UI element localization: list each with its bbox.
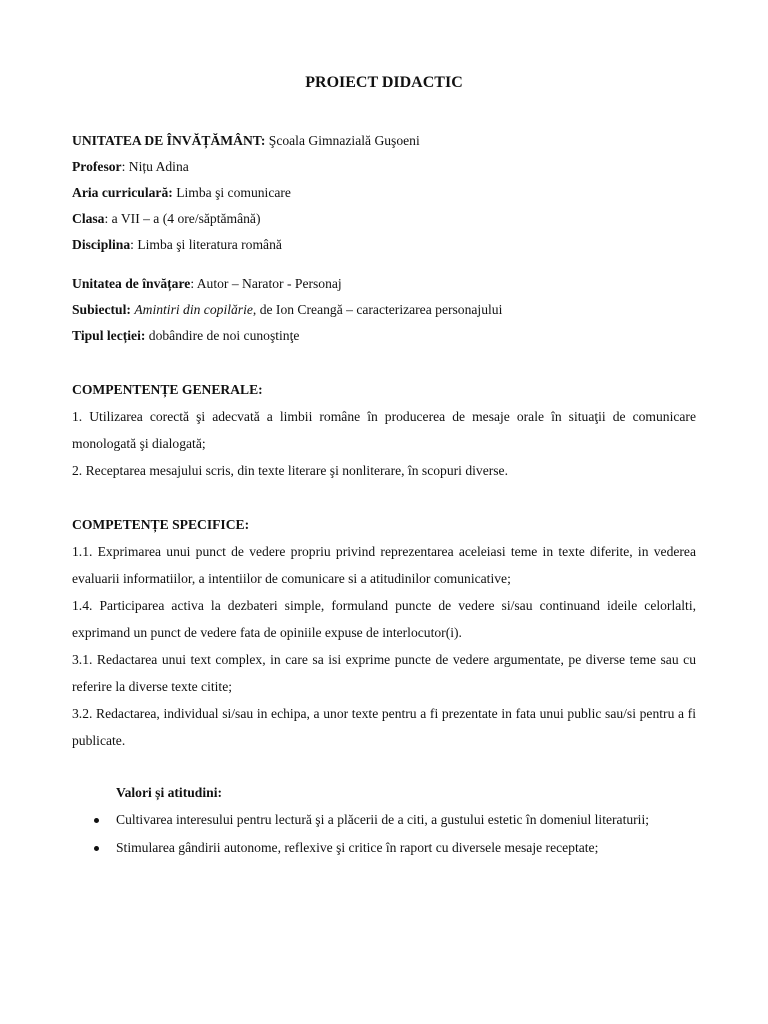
subject-title: Amintiri din copilărie	[134, 302, 253, 317]
class-line	[72, 206, 696, 232]
teacher-value: : Nițu Adina	[121, 159, 189, 174]
learning-unit-line	[72, 271, 696, 297]
list-item	[72, 807, 696, 833]
lesson-type-label: Tipul lecției:	[72, 328, 146, 343]
specific-competence-item: 1.4. Participarea activa la dezbateri simple, formuland puncte de vedere si/sau continuand ideile celorlalti, exprimand un punct de vedere fata de opiniile expuse de interlocutor(i).	[72, 598, 696, 640]
lesson-type-line	[72, 323, 696, 349]
general-competences-section	[72, 377, 696, 484]
specific-competences-heading: COMPETENȚE SPECIFICE:	[72, 517, 250, 532]
list-item-text: Cultivarea interesului pentru lectură şi a plăcerii de a citi, a gustului estetic în domeniul literaturii;	[116, 812, 650, 827]
values-heading: Valori și atitudini:	[116, 785, 223, 800]
specific-competences-section	[72, 512, 696, 754]
discipline-value: : Limba şi literatura română	[130, 237, 282, 252]
lesson-type-value: dobândire de noi cunoştinţe	[145, 328, 300, 343]
curricular-area-line	[72, 180, 696, 206]
school-label: UNITATEA DE ÎNVĂȚĂMÂNT:	[72, 133, 266, 148]
teacher-line	[72, 154, 696, 180]
teacher-label: Profesor	[72, 159, 122, 174]
document-title: PROIECT DIDACTIC	[305, 74, 463, 91]
list-item	[72, 835, 696, 861]
bullet-icon	[94, 818, 99, 823]
learning-unit-value: : Autor – Narator - Personaj	[190, 276, 342, 291]
header-info	[72, 128, 696, 258]
general-competences-heading: COMPENTENȚE GENERALE:	[72, 382, 263, 397]
lesson-info	[72, 271, 696, 349]
specific-competence-item: 3.1. Redactarea unui text complex, in care sa isi exprime puncte de vedere argumentate, pe diverse teme sau cu referire la diverse texte citite;	[72, 652, 696, 694]
subject-line	[72, 297, 696, 323]
curricular-area-label: Aria curriculară:	[72, 185, 173, 200]
specific-competence-item: 3.2. Redactarea, individual si/sau in echipa, a unor texte pentru a fi prezentate in fata unui public sau/si pentru a fi publicate.	[72, 706, 696, 748]
specific-competence-item: 1.1. Exprimarea unui punct de vedere propriu privind reprezentarea aceleiasi teme in texte diferite, in vederea evaluarii informatiilor, a intentiilor de comunicare si a atitudinilor comunicative;	[72, 544, 696, 586]
values-list	[72, 807, 696, 863]
class-label: Clasa	[72, 211, 105, 226]
bullet-icon	[94, 846, 99, 851]
general-competence-item: 1. Utilizarea corectă şi adecvată a limbii române în producerea de mesaje orale în situaţii de comunicare monologată şi dialogată;	[72, 409, 696, 451]
subject-value: , de Ion Creangă – caracterizarea personajului	[252, 302, 503, 317]
general-competence-item: 2. Receptarea mesajului scris, din texte literare şi nonliterare, în scopuri diverse.	[72, 463, 508, 478]
list-item-text: Stimularea gândirii autonome, reflexive şi critice în raport cu diversele mesaje receptate;	[116, 840, 599, 855]
discipline-label: Disciplina	[72, 237, 131, 252]
learning-unit-label: Unitatea de învățare	[72, 276, 191, 291]
discipline-line	[72, 232, 696, 258]
curricular-area-value: Limba şi comunicare	[172, 185, 291, 200]
school-value: Şcoala Gimnazială Guşoeni	[265, 133, 420, 148]
subject-label: Subiectul:	[72, 302, 131, 317]
class-value: : a VII – a (4 ore/săptămână)	[104, 211, 261, 226]
school-line	[72, 128, 696, 154]
